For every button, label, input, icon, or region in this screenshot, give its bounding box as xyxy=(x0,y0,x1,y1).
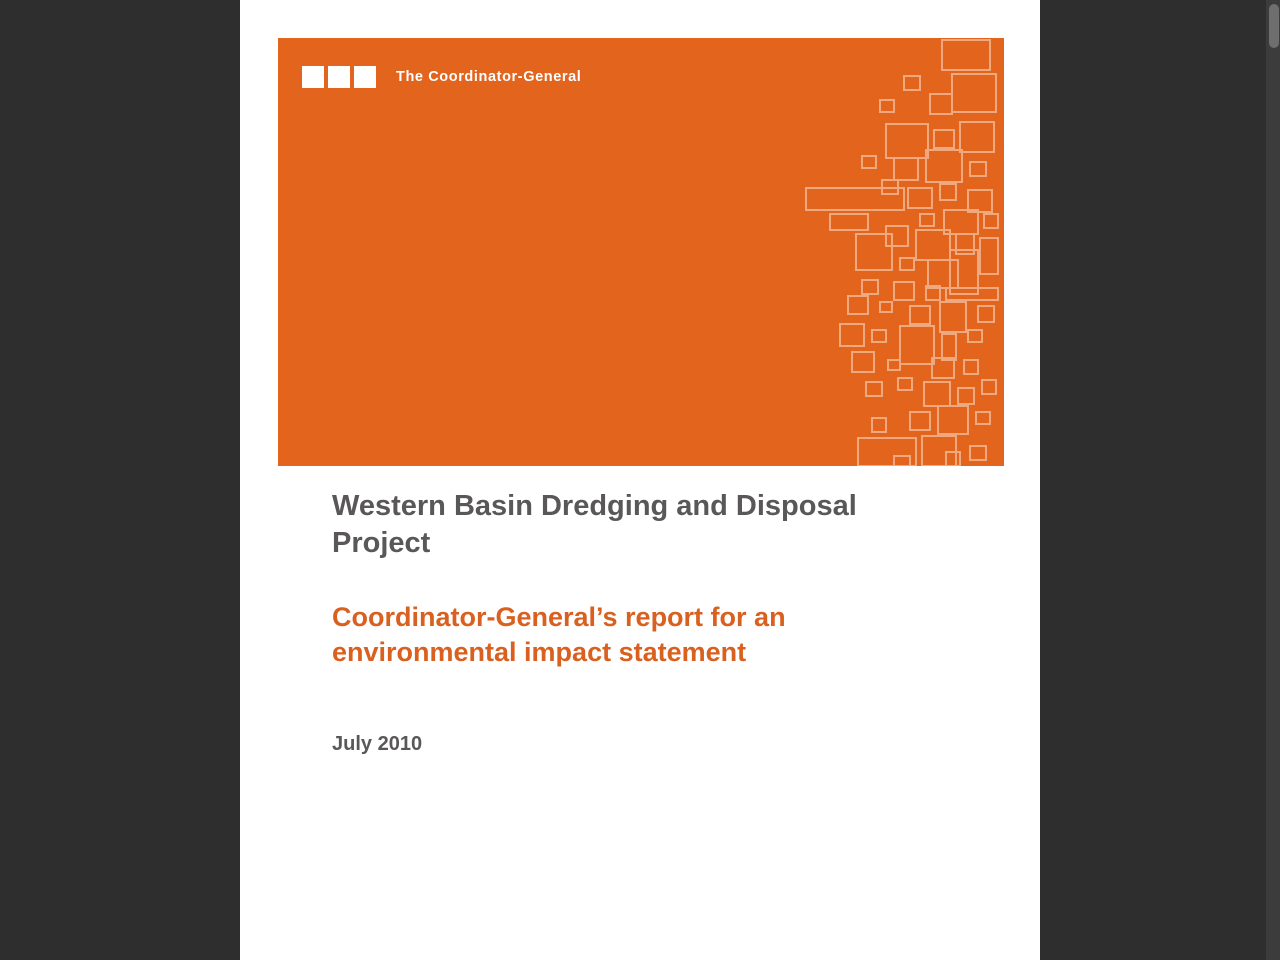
page-subtitle: Coordinator-General’s report for an environmental impact statement xyxy=(332,602,786,667)
page-title: Western Basin Dredging and Disposal Project xyxy=(332,490,857,560)
cover-text-block xyxy=(332,488,952,756)
scrollbar-thumb[interactable] xyxy=(1269,4,1279,48)
document-page xyxy=(240,0,1040,960)
publication-date: July 2010 xyxy=(332,733,423,756)
logo-wordmark: The Coordinator-General xyxy=(396,69,582,85)
logo-squares-icon xyxy=(302,66,376,88)
cover-banner xyxy=(278,38,1004,466)
decorative-squares-pattern xyxy=(744,38,1004,466)
coordinator-general-logo xyxy=(302,66,581,88)
vertical-scrollbar[interactable] xyxy=(1266,0,1280,960)
